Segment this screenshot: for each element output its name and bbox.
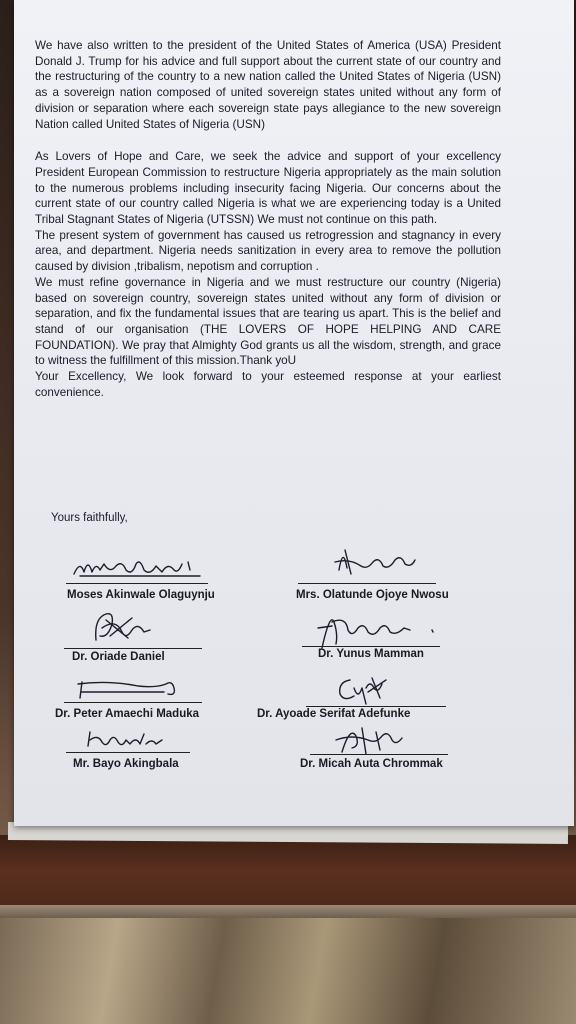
paragraph-present-system: The present system of government has caused us retrogression and stagnancy in every area, and department. Nigeria needs sanitization in every area to remove the pollution caused by division ,tribalism, nepotism and corruption . (35, 228, 501, 274)
signature-line (306, 706, 446, 707)
signature-maduka (68, 676, 188, 702)
signatory-name: Mr. Bayo Akingbala (73, 758, 179, 770)
signatory-name: Dr. Ayoade Serifat Adefunke (257, 708, 411, 720)
signatory-name: Dr. Oriade Daniel (72, 651, 165, 663)
signature-line (66, 752, 190, 753)
signature-chrommak (322, 720, 412, 756)
signatory-name: Moses Akinwale Olaguynju (67, 589, 215, 601)
wooden-table (0, 835, 576, 915)
signature-line (66, 583, 208, 584)
paragraph-eu-commission: As Lovers of Hope and Care, we seek the advice and support of your excellency President European Commission to restructure Nigeria appropriately as the main solution to the numerous problems including insecurity facing Nigeria. Our concerns about the current state of our country called Nigeria is what we are experiencing today is a United Tribal Stagnant States of Nigeria (UTSSN) We must not continue on this path. (35, 150, 501, 227)
signature-daniel (88, 608, 158, 646)
signature-adefunke (332, 670, 392, 706)
signature-akingbala (82, 728, 168, 752)
paragraph-refine-governance: We must refine governance in Nigeria and we must restructure our country (Nigeria) based on sovereign country, sovereign states united without any form of division or separation, and fix the fundamental issues that are tearing us apart. This is the belief and stand of our organisation (THE LOVERS OF HOPE HELPING AND CARE FOUNDATION). We pray that Almighty God grants us all the wisdom, strength, and grace to witness the fulfillment of this mission.Thank yoU (35, 275, 501, 368)
signature-line (64, 702, 202, 703)
signature-olaguynju (70, 552, 220, 582)
signature-line (64, 648, 202, 649)
signatory-name: Dr. Micah Auta Chrommak (300, 758, 443, 770)
signature-line (302, 646, 440, 647)
closing-salutation: Yours faithfully, (51, 512, 128, 524)
signatory-name: Mrs. Olatunde Ojoye Nwosu (296, 589, 449, 601)
signature-line (310, 754, 448, 755)
fabric-surface (0, 918, 576, 1024)
letter-body (35, 38, 501, 400)
signature-line (298, 583, 436, 584)
signature-nwosu (325, 540, 425, 578)
signatory-name: Dr. Yunus Mamman (318, 648, 424, 660)
signatory-name: Dr. Peter Amaechi Maduka (55, 708, 200, 720)
table-edge (0, 905, 576, 919)
paragraph-usa: We have also written to the president of the United States of America (USA) President Donald J. Trump for his advice and full support about the current state of our country and the restructuring of the country to a new nation called the United States of Nigeria (USN) as a sovereign nation composed of united sovereign states united without any form of division or separation where each sovereign state pays allegiance to the new sovereign Nation called United States of Nigeria (USN) (35, 39, 501, 131)
paragraph-response: Your Excellency, We look forward to your esteemed response at your earliest convenience. (35, 370, 501, 399)
